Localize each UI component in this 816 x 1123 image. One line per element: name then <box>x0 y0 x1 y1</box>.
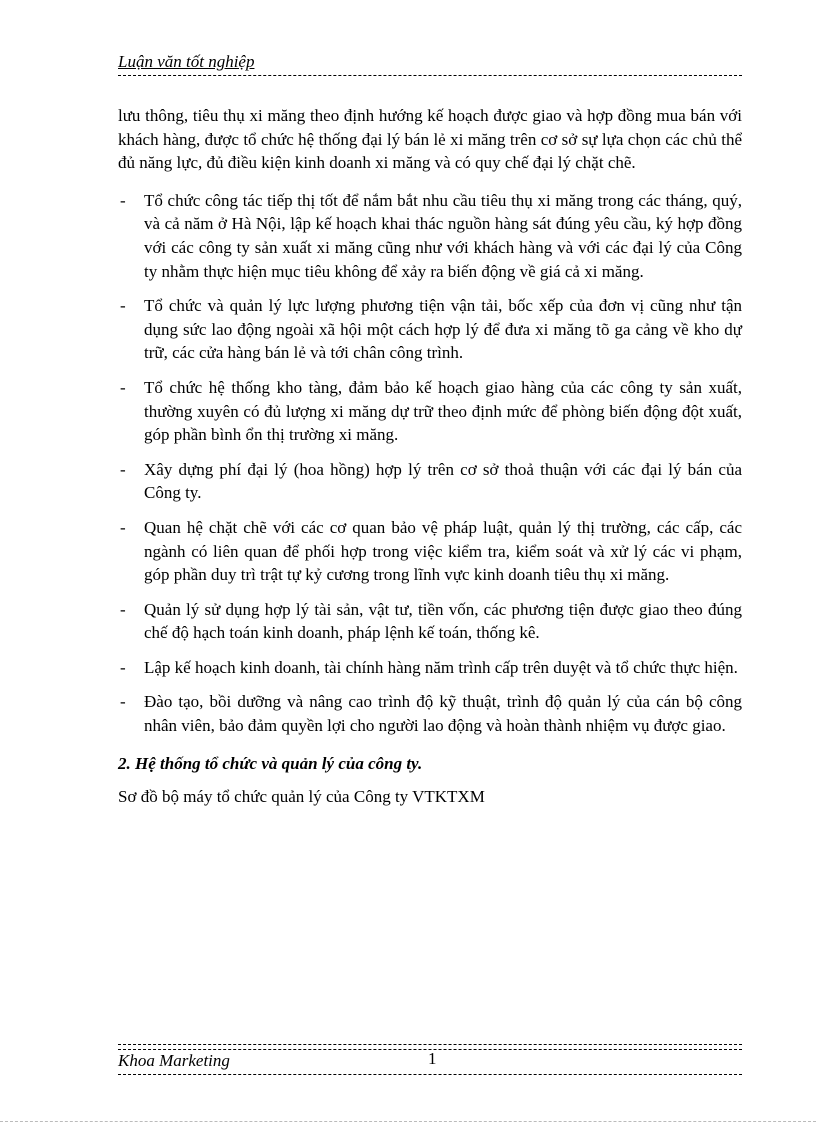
section-heading: 2. Hệ thống tổ chức và quản lý của công ty. <box>118 753 423 773</box>
document-body <box>118 104 742 809</box>
page-header-title: Luận văn tốt nghiệp <box>118 52 255 71</box>
list-item <box>118 656 742 680</box>
list-item-text: Tổ chức công tác tiếp thị tốt để nắm bắt nhu cầu tiêu thụ xi măng trong các tháng, quý, và cả năm ở Hà Nội, lập kế hoạch khai thác nguồn hàng sát đúng yêu cầu, ký hợp đồng với các công ty sản xuất xi măng cũng như với khách hàng và với các đại lý của Công ty nhằm thực hiện mục tiêu không để xảy ra biến động về giá cả xi măng. <box>144 190 742 281</box>
list-item <box>118 598 742 645</box>
list-item <box>118 189 742 283</box>
list-item-text: Tổ chức hệ thống kho tàng, đảm bảo kế hoạch giao hàng của các công ty sản xuất, thường xuyên có đủ lượng xi măng dự trữ theo định mức để phòng biến động đột xuất, góp phần bình ổn thị trường xi măng. <box>144 377 742 445</box>
list-item-text: Đào tạo, bồi dưỡng và nâng cao trình độ kỹ thuật, trình độ quản lý của cán bộ công nhân viên, bảo đảm quyền lợi cho người lao động và hoàn thành nhiệm vụ được giao. <box>144 692 742 736</box>
page-boundary <box>0 1121 816 1122</box>
list-bullet: - <box>120 377 126 397</box>
list-item <box>118 376 742 447</box>
list-item-text: Tổ chức và quản lý lực lượng phương tiện vận tải, bốc xếp của đơn vị cũng như tận dụng sức lao động ngoài xã hội một cách hợp lý để đưa xi măng tõ ga cảng về kho dự trữ, các cửa hàng bán lẻ và tới chân công trình. <box>144 296 742 363</box>
intro-paragraph: lưu thông, tiêu thụ xi măng theo định hướng kế hoạch được giao và hợp đồng mua bán với khách hàng, được tổ chức hệ thống đại lý bán lẻ xi măng trên cơ sở sự lựa chọn các chủ thể đủ năng lực, đủ điều kiện kinh doanh xi măng và có quy chế đại lý chặt chẽ. <box>118 106 742 173</box>
list-bullet: - <box>120 296 126 316</box>
list-item-text: Xây dựng phí đại lý (hoa hồng) hợp lý trên cơ sở thoả thuận với các đại lý bán của Công ty. <box>144 459 742 503</box>
page-number: 1 <box>428 1049 437 1068</box>
list-bullet: - <box>120 657 126 677</box>
list-bullet: - <box>120 692 126 712</box>
header-divider <box>118 75 742 76</box>
list-item <box>118 294 742 365</box>
list-bullet: - <box>120 459 126 479</box>
list-item-text: Lập kế hoạch kinh doanh, tài chính hàng năm trình cấp trên duyệt và tổ chức thực hiện. <box>144 657 738 677</box>
list-item <box>118 516 742 587</box>
duty-list <box>118 189 742 738</box>
footer-divider <box>118 1074 742 1075</box>
footer-department: Khoa Marketing <box>118 1051 230 1070</box>
list-bullet: - <box>120 599 126 619</box>
diagram-caption: Sơ đồ bộ máy tổ chức quản lý của Công ty VTKTXM <box>118 787 485 807</box>
list-item <box>118 458 742 505</box>
list-bullet: - <box>120 190 126 210</box>
footer-divider <box>118 1044 742 1045</box>
list-item-text: Quan hệ chặt chẽ với các cơ quan bảo vệ pháp luật, quản lý thị trường, các cấp, các ngành có liên quan để phối hợp trong việc kiểm tra, kiểm soát và xử lý các vi phạm, góp phần duy trì trật tự kỷ cương trong lĩnh vực kinh doanh tiêu thụ xi măng. <box>144 517 742 585</box>
list-item-text: Quản lý sử dụng hợp lý tài sản, vật tư, tiền vốn, các phương tiện được giao theo đúng chế độ hạch toán kinh doanh, pháp lệnh kế toán, thống kê. <box>144 599 742 643</box>
list-bullet: - <box>120 517 126 537</box>
list-item <box>118 690 742 737</box>
